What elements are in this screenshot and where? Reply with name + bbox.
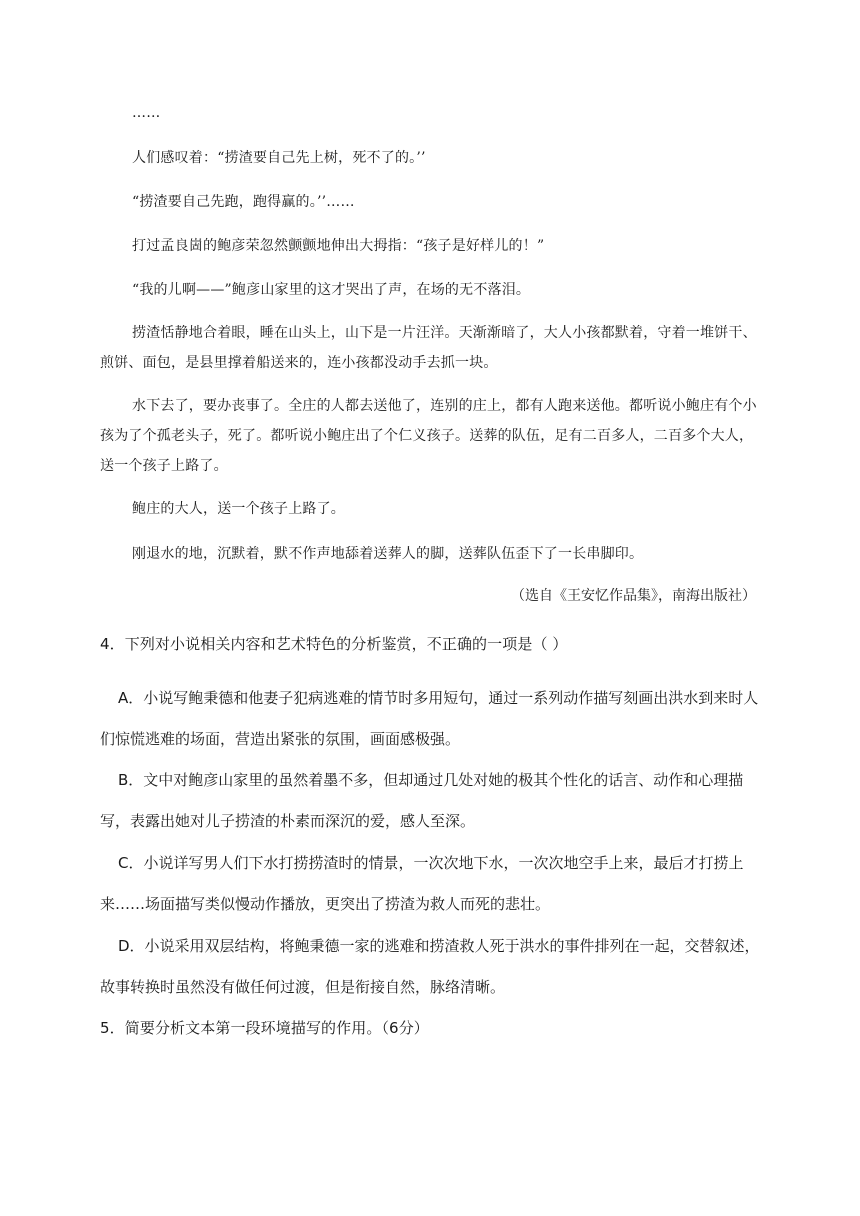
passage-source: （选自《王安忆作品集》，南海出版社） <box>511 588 756 604</box>
passage-paragraph-4: “我的儿啊——”鲍彦山家里的这才哭出了声，在场的无不落泪。 <box>132 282 531 298</box>
question-4-option-b: B．文中对鲍彦山家里的虽然着墨不多，但却通过几处对她的极其个性化的话言、动作和心理描写，表露出她对儿子捞渣的朴素而深沉的爱，感人至深。 <box>100 771 744 830</box>
passage-ellipsis: …… <box>132 105 161 121</box>
question-4-option-d: D．小说采用双层结构，将鲍秉德一家的逃难和捞渣救人死于洪水的事件排列在一起，交替叙述，故事转换时虽然没有做任何过渡，但是衔接自然，脉络清晰。 <box>100 937 760 996</box>
question-4-option-a: A．小说写鲍秉德和他妻子犯病逃难的情节时多用短句，通过一系列动作描写刻画出洪水到来时人们惊慌逃难的场面，营造出紧张的氛围，画面感极强。 <box>100 689 759 748</box>
passage-paragraph-2: “捞渣要自己先跑，跑得赢的。’’…… <box>132 194 355 210</box>
passage-paragraph-6: 水下去了，要办丧事了。全庄的人都去送他了，连别的庄上，都有人跑来送他。都听说小鲍庄有个小孩为了个孤老头子，死了。都听说小鲍庄出了个仁义孩子。送葬的队伍，足有二百多人，二百多个大人，送一个孩子上路了。 <box>100 398 757 474</box>
passage-paragraph-5: 捞渣恬静地合着眼，睡在山头上，山下是一片汪洋。天渐渐暗了，大人小孩都默着，守着一堆饼干、煎饼、面包，是县里撑着船送来的，连小孩都没动手去抓一块。 <box>100 325 757 371</box>
passage-paragraph-3: 打过孟良崮的鲍彦荣忽然颤颤地伸出大拇指：“孩子是好样儿的！” <box>132 238 545 254</box>
question-4-stem: 4．下列对小说相关内容和艺术特色的分析鉴赏，不正确的一项是（ ） <box>100 635 568 653</box>
question-5-stem: 5．简要分析文本第一段环境描写的作用。（6分） <box>100 1019 429 1037</box>
passage-paragraph-1: 人们感叹着：“捞渣要自己先上树，死不了的。’’ <box>132 150 426 166</box>
passage-paragraph-7: 鲍庄的大人，送一个孩子上路了。 <box>132 501 345 517</box>
question-4-option-c: C．小说详写男人们下水打捞捞渣时的情景，一次次地下水，一次次地空手上来，最后才打捞上来……场面描写类似慢动作播放，更突出了捞渣为救人而死的悲壮。 <box>100 854 744 913</box>
passage-paragraph-8: 刚退水的地，沉默着，默不作声地舔着送葬人的脚，送葬队伍歪下了一长串脚印。 <box>132 546 644 562</box>
